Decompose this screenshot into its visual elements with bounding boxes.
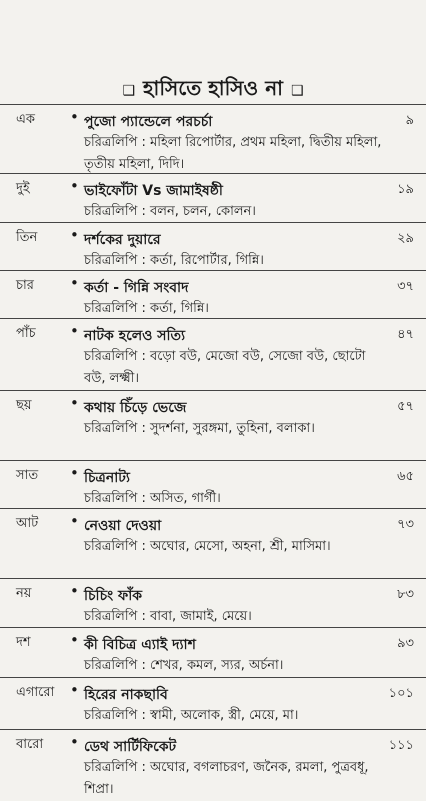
bullet-icon: •: [70, 394, 79, 412]
bullet-icon: •: [70, 226, 79, 244]
entry-title: হিরের নাকছাবি: [84, 687, 168, 703]
entry-number: বারো: [16, 737, 44, 752]
entry-title: চিত্রনাট্য: [84, 470, 130, 486]
bullet-icon: •: [70, 582, 79, 600]
contents-entry: [0, 173, 426, 219]
entry-title: কথায় চিঁড়ে ভেজে: [84, 400, 187, 416]
entry-page: ৬৫: [397, 469, 414, 484]
contents-entry: [0, 318, 426, 386]
title-left-box-icon: ❑: [122, 82, 136, 99]
entry-page: ২৯: [397, 231, 414, 246]
entry-title: চিচিং ফাঁক: [84, 588, 143, 604]
entry-number: ছয়: [16, 398, 32, 413]
entry-title: নাটক হলেও সত্যি: [84, 328, 186, 344]
contents-entry: [0, 508, 426, 554]
bullet-icon: •: [70, 733, 79, 751]
entry-number: সাত: [16, 468, 39, 483]
bullet-icon: •: [70, 322, 79, 340]
contents-entry: [0, 222, 426, 268]
bullet-icon: •: [70, 274, 79, 292]
entry-title: ডেথ সার্টিফিকেট: [84, 739, 177, 755]
bullet-icon: •: [70, 108, 79, 126]
bullet-icon: •: [70, 177, 79, 195]
bullet-icon: •: [70, 512, 79, 530]
bullet-icon: •: [70, 464, 79, 482]
bullet-icon: •: [70, 681, 79, 699]
title-right-box-icon: ❑: [290, 82, 304, 99]
entry-page: ৭৩: [397, 517, 414, 532]
entry-number: নয়: [16, 586, 32, 601]
entry-characters: চরিত্রলিপি : কর্তা, গিন্নি।: [84, 301, 209, 316]
entry-characters: চরিত্রলিপি : অঘোর, মেসো, অহনা, শ্রী, মাসিমা।: [84, 539, 331, 554]
entry-title: ভাইফোঁটা Vs জামাইষষ্ঠী: [84, 183, 223, 199]
entry-characters: চরিত্রলিপি : অসিত, গার্গী।: [84, 491, 221, 506]
entry-characters: চরিত্রলিপি : মহিলা রিপোর্টার, প্রথম মহিলা, দ্বিতীয় মহিলা, তৃতীয় মহিলা, দিদি।: [84, 135, 382, 172]
entry-page: ১০১: [388, 686, 414, 701]
entry-title: কর্তা - গিন্নি সংবাদ: [84, 280, 189, 296]
entry-title: পুজো প্যান্ডেলে পরচর্চা: [84, 114, 213, 130]
contents-entry: [0, 390, 426, 436]
entry-title: নেওয়া দেওয়া: [84, 518, 162, 534]
entry-number: পাঁচ: [16, 326, 36, 341]
entry-page: ৪৭: [397, 327, 414, 342]
entry-page: ৯৩: [397, 636, 414, 651]
entry-characters: চরিত্রলিপি : বলন, চলন, কোলন।: [84, 204, 256, 219]
contents-entry: [0, 729, 426, 797]
entry-characters: চরিত্রলিপি : শেখর, কমল, স্যর, অর্চনা।: [84, 658, 284, 673]
entry-title: কী বিচিত্র এ্যাই দ্যাশ: [84, 637, 196, 653]
entry-number: তিন: [16, 230, 38, 245]
entry-page: ১১১: [388, 738, 414, 753]
contents-entry: [0, 270, 426, 316]
contents-entry: [0, 677, 426, 723]
entry-number: দুই: [16, 181, 30, 196]
entry-page: ৯: [405, 113, 414, 128]
entry-page: ৫৭: [397, 399, 414, 414]
entry-characters: চরিত্রলিপি : স্বামী, অলোক, স্ত্রী, মেয়ে, মা।: [84, 708, 299, 723]
entry-page: ১৯: [397, 182, 414, 197]
contents-entry: [0, 578, 426, 624]
entry-title: দর্শকের দুয়ারে: [84, 232, 161, 248]
entry-page: ৮৩: [397, 587, 414, 602]
bullet-icon: •: [70, 631, 79, 649]
entry-number: দশ: [16, 635, 31, 650]
entry-number: চার: [16, 278, 34, 293]
entry-number: এগারো: [16, 685, 55, 700]
contents-entry: [0, 460, 426, 506]
entry-characters: চরিত্রলিপি : অঘোর, বগলাচরণ, জনৈক, রমলা, পুত্রবধূ, শিপ্রা।: [84, 760, 369, 797]
entry-page: ৩৭: [397, 279, 414, 294]
contents-entry: [0, 627, 426, 673]
contents-entry: [0, 104, 426, 172]
entry-characters: চরিত্রলিপি : বড়ো বউ, মেজো বউ, সেজো বউ, ছোটো বউ, লক্ষ্মী।: [84, 349, 366, 386]
entry-number: আট: [16, 516, 39, 531]
entry-characters: চরিত্রলিপি : কর্তা, রিপোর্টার, গিন্নি।: [84, 253, 264, 268]
entry-characters: চরিত্রলিপি : সুদর্শনা, সুরঙ্গমা, তুহিনা, বলাকা।: [84, 421, 315, 436]
entry-characters: চরিত্রলিপি : বাবা, জামাই, মেয়ে।: [84, 609, 252, 624]
entry-number: এক: [16, 112, 35, 127]
title-text: হাসিতে হাসিও না: [143, 76, 283, 100]
page-title: [0, 74, 426, 107]
